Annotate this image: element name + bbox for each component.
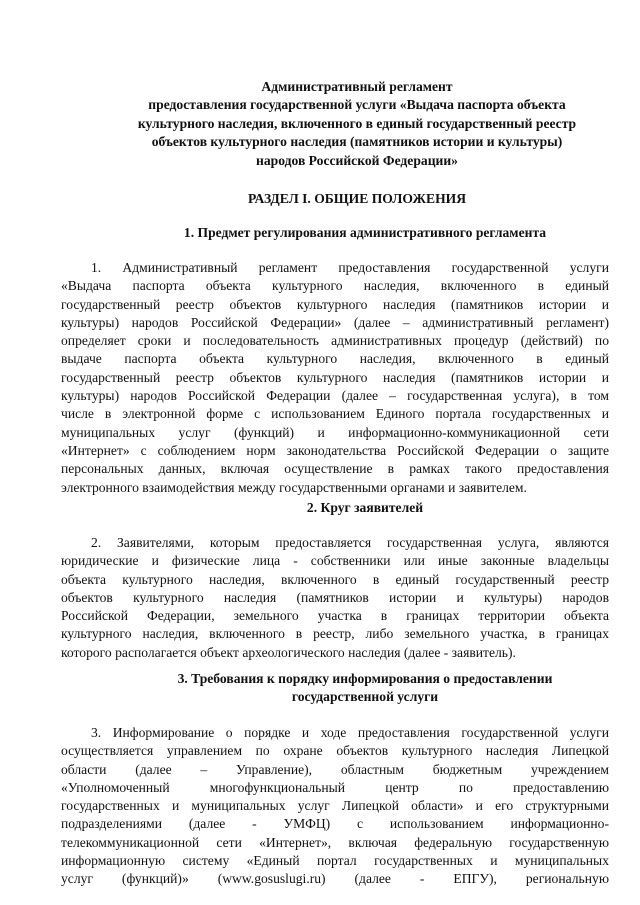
title-line: Административный регламент <box>261 79 453 94</box>
paragraph-2 <box>61 534 609 662</box>
subheading-line: государственной услуги <box>291 689 439 704</box>
paragraph-line: государственный реестр объектов культурного наследия (памятников истории и <box>61 369 609 385</box>
subheading-line: 1. Предмет регулирования административного регламента <box>183 225 547 240</box>
subheading-3 <box>100 670 630 706</box>
paragraph-line: «Интернет» с соблюдением норм законодательства Российской Федерации о защите <box>61 442 609 458</box>
paragraph-line: осуществляется управлением по охране объектов культурного наследия Липецкой <box>61 743 609 759</box>
paragraph-line: информационную систему «Единый портал государственных и муниципальных <box>61 853 609 869</box>
paragraph-line: 2. Заявителями, которым предоставляется государственная услуга, являются <box>91 535 609 550</box>
paragraph-line: определяет сроки и последовательность административных процедур (действий) по <box>61 333 609 349</box>
title-line: культурного наследия, включенного в единый государственный реестр <box>137 115 577 131</box>
paragraph-line: подразделениями (далее - УМФЦ) с использованием информационно- <box>61 816 609 832</box>
paragraph-line: культурного наследия, включенного в реестр, либо земельного участка, в границах <box>61 626 609 642</box>
paragraph-line: 3. Информирование о порядке и ходе предоставления государственной услуги <box>91 725 609 740</box>
paragraph-line: «Уполномоченный многофункциональный центр по предоставлению <box>61 779 609 795</box>
title-line: народов Российской Федерации» <box>256 152 458 168</box>
paragraph-line: муниципальных услуг (функций) и информационно-коммуникационной сети <box>61 424 609 440</box>
paragraph-line: культуры) народов Российской Федерации (далее – государственная услуга), в том <box>61 388 609 404</box>
paragraph-1 <box>61 259 609 497</box>
subheading-line: 3. Требования к порядку информирования о предоставлении <box>177 671 553 686</box>
paragraph-3 <box>61 724 609 889</box>
document-title <box>92 78 622 170</box>
paragraph-line: области (далее – Управление), областным бюджетным учреждением <box>61 761 609 777</box>
paragraph-line: числе в электронной форме с использованием Единого портала государственных и <box>61 406 609 422</box>
subheading-2 <box>100 499 630 517</box>
paragraph-line: объекта культурного наследия, включенного в единый государственный реестр <box>61 571 609 587</box>
paragraph-line: государственных и муниципальных услуг Липецкой области» и его структурными <box>61 798 609 814</box>
paragraph-line: персональных данных, включая осуществление в рамках такого предоставления <box>61 461 609 477</box>
title-line: объектов культурного наследия (памятников истории и культуры) <box>151 134 563 150</box>
title-line: предоставления государственной услуги «Выдача паспорта объекта <box>148 97 566 113</box>
paragraph-line: услуг (функций)» (www.gosuslugi.ru) (далее - ЕПГУ), региональную <box>61 871 609 887</box>
paragraph-line: объектов культурного наследия (памятников истории и культуры) народов <box>61 589 609 605</box>
subheading-1 <box>100 224 630 242</box>
paragraph-line: «Выдача паспорта объекта культурного наследия, включенного в единый <box>61 278 609 294</box>
paragraph-line: телекоммуникационной сети «Интернет», включая федеральную государственную <box>61 834 609 850</box>
section-heading: РАЗДЕЛ I. ОБЩИЕ ПОЛОЖЕНИЯ <box>247 191 467 206</box>
paragraph-line: выдаче паспорта объекта культурного наследия, включенного в единый <box>61 351 609 367</box>
paragraph-line: электронного взаимодействия между государственными органами и заявителем. <box>61 479 527 495</box>
paragraph-line: Российской Федерации, земельного участка в границах территории объекта <box>61 608 609 624</box>
paragraph-line: 1. Административный регламент предоставления государственной услуги <box>91 260 609 275</box>
paragraph-line: которого располагается объект археологического наследия (далее - заявитель). <box>61 644 516 660</box>
paragraph-line: культуры) народов Российской Федерации» (далее – административный регламент) <box>61 314 609 330</box>
subheading-line: 2. Круг заявителей <box>306 500 424 515</box>
paragraph-line: государственный реестр объектов культурного наследия (памятников истории и <box>61 296 609 312</box>
paragraph-line: юридические и физические лица - собственники или иные законные владельцы <box>61 553 609 569</box>
